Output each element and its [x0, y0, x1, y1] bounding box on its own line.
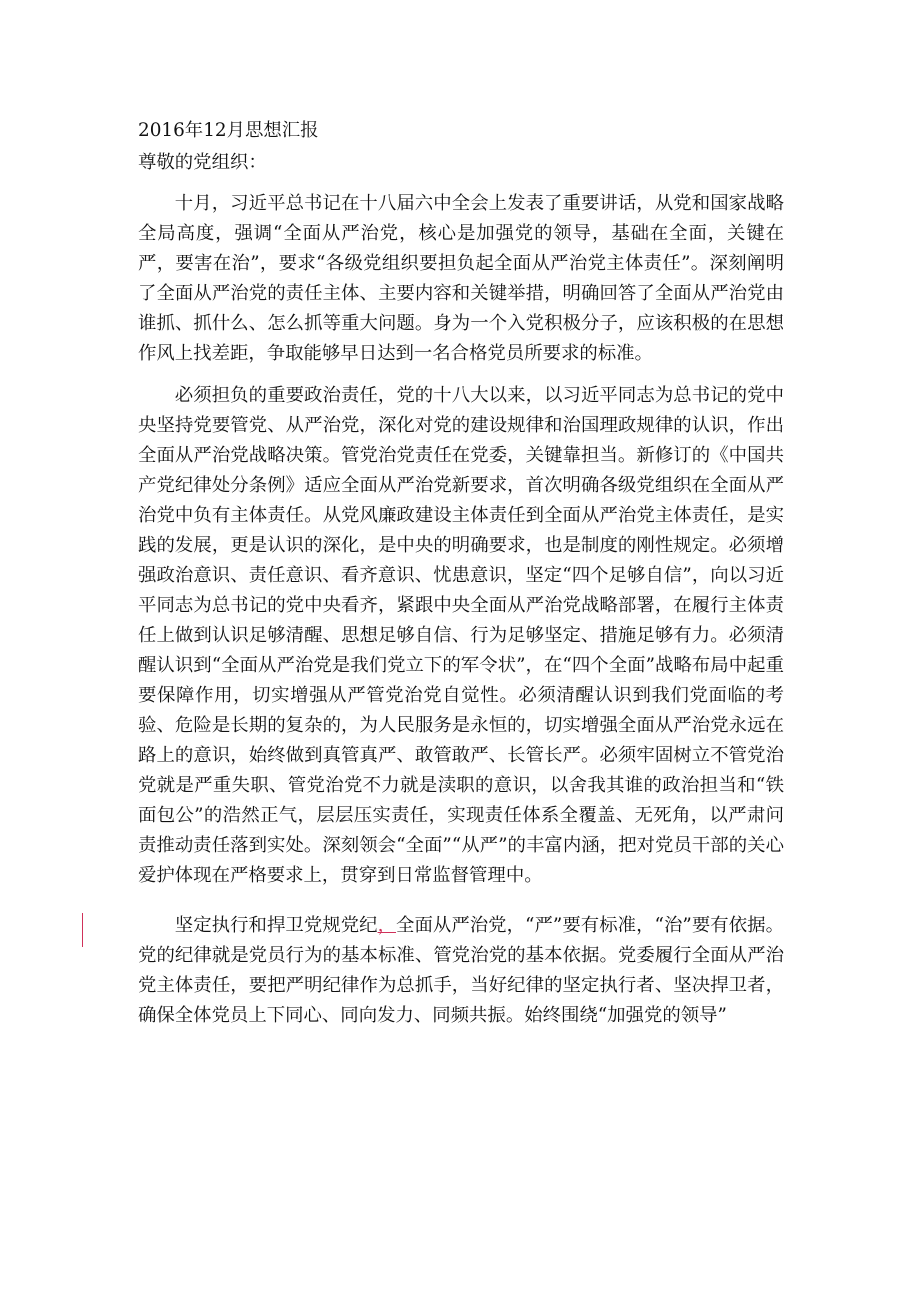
paragraph-1: 十月，习近平总书记在十八届六中全会上发表了重要讲话，从党和国家战略全局高度，强调“全面从严治党，核心是加强党的领导，基础在全面，关键在严，要害在治”，要求“各级党组织要担负起全面从严治党主体责任”。深刻阐明了全面从严治党的责任主体、主要内容和关键举措，明确回答了全面从严治党由谁抓、抓什么、怎么抓等重大问题。身为一个入党积极分子，应该积极的在思想作风上找差距，争取能够早日达到一名合格党员所要求的标准。: [138, 193, 784, 364]
salutation: 尊敬的党组织：: [138, 152, 267, 173]
paragraph-3-text-before: 坚定执行和捍卫党规党纪: [174, 915, 378, 936]
document-title: 2016年12月思想汇报: [138, 120, 319, 141]
paragraph-3: [138, 911, 784, 1031]
tracked-insertion: ，: [377, 915, 397, 936]
revision-change-bar: [82, 913, 83, 947]
paragraph-3-text-after: 全面从严治党，“严”要有标准，“治”要有依据。党的纪律就是党员行为的基本标准、管党治党的基本依据。党委履行全面从严治党主体责任，要把严明纪律作为总抓手，当好纪律的坚定执行者、坚决捍卫者，确保全体党员上下同心、同向发力、同频共振。始终围绕“加强党的领导”: [138, 915, 784, 1026]
paragraph-2: 必须担负的重要政治责任，党的十八大以来，以习近平同志为总书记的党中央坚持党要管党、从严治党，深化对党的建设规律和治国理政规律的认识，作出全面从严治党战略决策。管党治党责任在党委，关键靠担当。新修订的《中国共产党纪律处分条例》适应全面从严治党新要求，首次明确各级党组织在全面从严治党中负有主体责任。从党风廉政建设主体责任到全面从严治党主体责任，是实践的发展，更是认识的深化，是中央的明确要求，也是制度的刚性规定。必须增强政治意识、责任意识、看齐意识、忧患意识，坚定“四个足够自信”，向以习近平同志为总书记的党中央看齐，紧跟中央全面从严治党战略部署，在履行主体责任上做到认识足够清醒、思想足够自信、行为足够坚定、措施足够有力。必须清醒认识到“全面从严治党是我们党立下的军令状”，在“四个全面”战略布局中起重要保障作用，切实增强从严管党治党自觉性。必须清醒认识到我们党面临的考验、危险是长期的复杂的，为人民服务是永恒的，切实增强全面从严治党永远在路上的意识，始终做到真管真严、敢管敢严、长管长严。必须牢固树立不管党治党就是严重失职、管党治党不力就是渎职的意识，以舍我其谁的政治担当和“铁面包公”的浩然正气，层层压实责任，实现责任体系全覆盖、无死角，以严肃问责推动责任落到实处。深刻领会“全面”“从严”的丰富内涵，把对党员干部的关心爱护体现在严格要求上，贯穿到日常监督管理中。: [138, 385, 784, 886]
document-body: [138, 116, 784, 1031]
